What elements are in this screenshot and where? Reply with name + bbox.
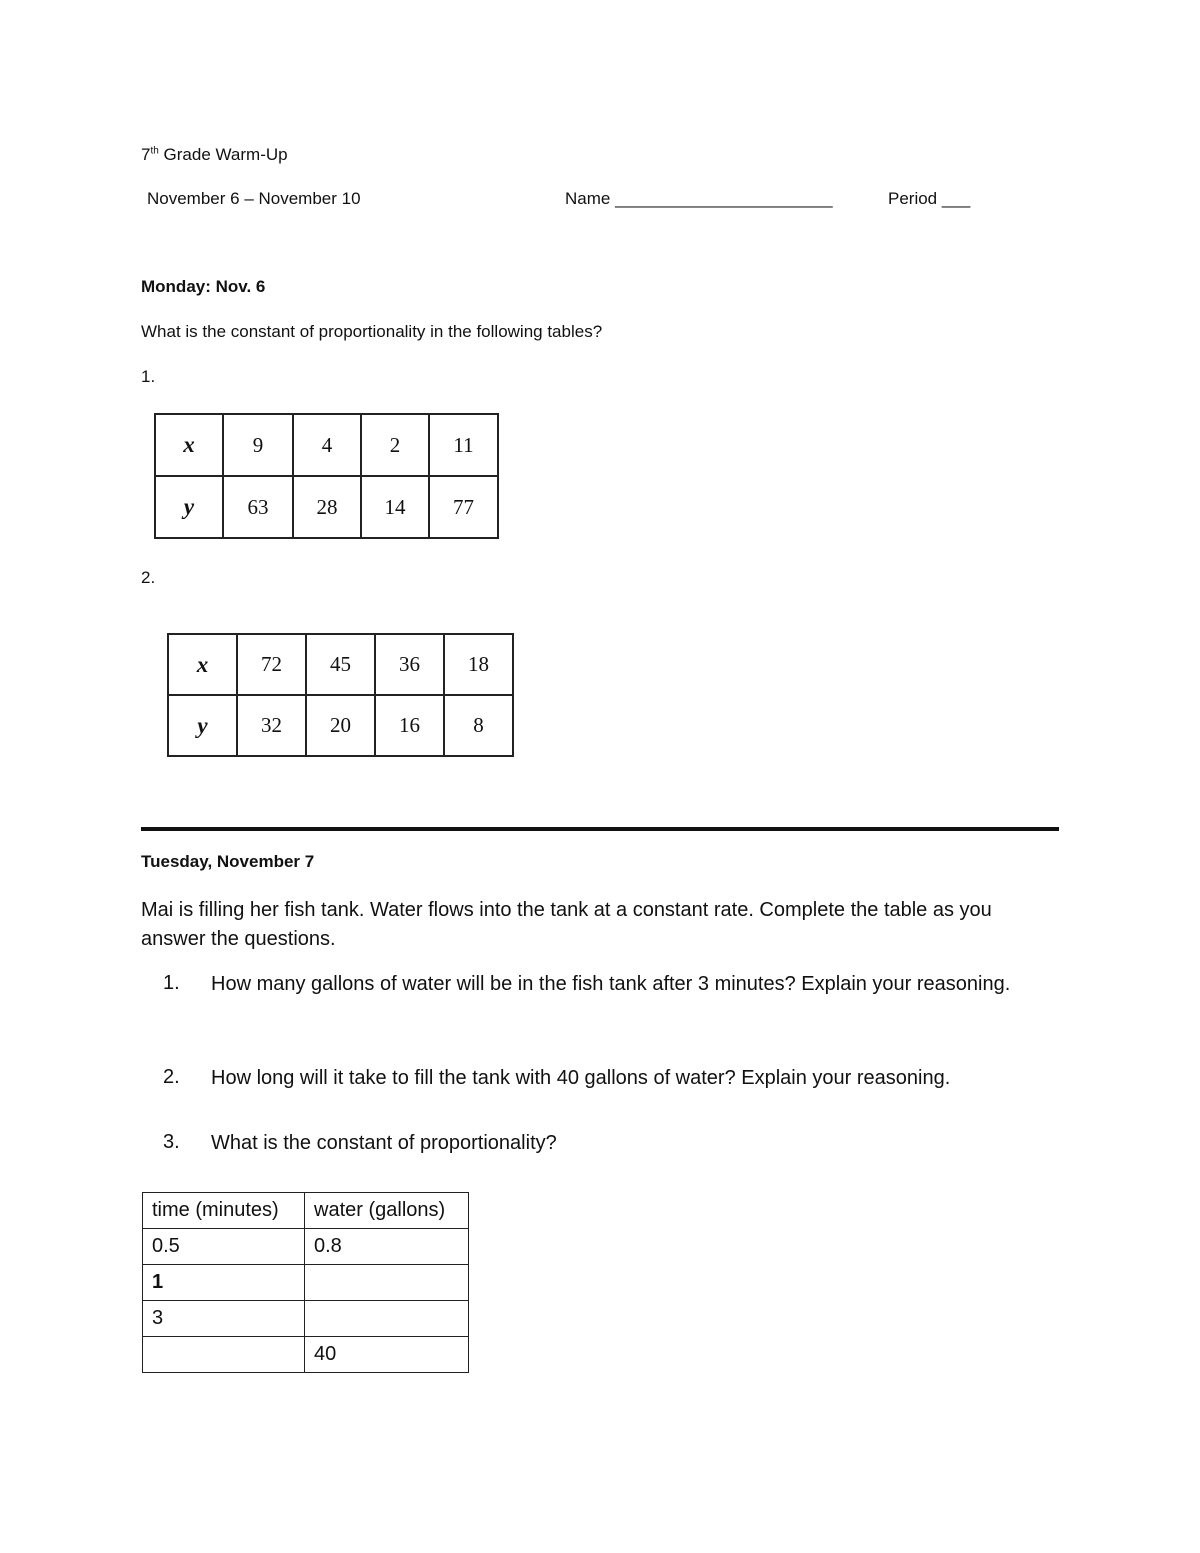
table1-x-label: x — [155, 414, 223, 476]
question-number: 3. — [163, 1131, 180, 1153]
water-column-header: water (gallons) — [305, 1193, 469, 1229]
table2-x-cell: 72 — [237, 634, 306, 695]
water-cell: 0.8 — [305, 1229, 469, 1265]
table1-x-cell: 9 — [223, 414, 293, 476]
table2-y-label: y — [168, 695, 237, 756]
table2-y-cell: 32 — [237, 695, 306, 756]
water-table — [142, 1192, 469, 1373]
proportion-table-1 — [154, 413, 499, 539]
monday-heading: Monday: Nov. 6 — [141, 277, 266, 296]
question-number: 1. — [163, 972, 180, 994]
table-row — [143, 1301, 469, 1337]
table-row — [143, 1337, 469, 1373]
date-range: November 6 – November 10 — [147, 189, 361, 208]
monday-prompt: What is the constant of proportionality in the following tables? — [141, 322, 603, 341]
tuesday-intro: Mai is filling her fish tank. Water flows into the tank at a constant rate. Complete the table as you answer the questions. — [141, 899, 992, 950]
table1-x-cell: 11 — [429, 414, 498, 476]
table1-y-cell: 14 — [361, 476, 429, 538]
table1-x-cell: 2 — [361, 414, 429, 476]
table1-y-row — [155, 476, 498, 538]
time-column-header: time (minutes) — [143, 1193, 305, 1229]
table1-number: 1. — [141, 367, 156, 386]
water-cell: 40 — [305, 1337, 469, 1373]
proportion-table-2 — [167, 633, 514, 757]
table1-x-cell: 4 — [293, 414, 361, 476]
question-text: What is the constant of proportionality? — [211, 1132, 557, 1154]
time-cell — [143, 1337, 305, 1373]
table1-x-row — [155, 414, 498, 476]
period-field-label: Period ___ — [888, 189, 971, 208]
water-table-header-row — [143, 1193, 469, 1229]
table2-x-cell: 45 — [306, 634, 375, 695]
tuesday-heading: Tuesday, November 7 — [141, 852, 315, 871]
table2-y-row — [168, 695, 513, 756]
table-row — [143, 1265, 469, 1301]
worksheet-title: 7th Grade Warm-Up — [141, 145, 288, 164]
table2-x-row — [168, 634, 513, 695]
table2-number: 2. — [141, 568, 156, 587]
table2-y-cell: 8 — [444, 695, 513, 756]
table1-y-cell: 28 — [293, 476, 361, 538]
table1-y-label: y — [155, 476, 223, 538]
table2-x-cell: 36 — [375, 634, 444, 695]
name-field-label: Name _______________________ — [565, 189, 833, 208]
time-cell: 0.5 — [143, 1229, 305, 1265]
table2-x-cell: 18 — [444, 634, 513, 695]
section-divider — [141, 827, 1059, 831]
question-number: 2. — [163, 1066, 180, 1088]
table2-y-cell: 20 — [306, 695, 375, 756]
water-cell — [305, 1265, 469, 1301]
time-cell: 3 — [143, 1301, 305, 1337]
water-cell — [305, 1301, 469, 1337]
time-cell: 1 — [143, 1265, 305, 1301]
table-row — [143, 1229, 469, 1265]
question-text: How long will it take to fill the tank with 40 gallons of water? Explain your reasoning. — [211, 1067, 951, 1089]
table1-y-cell: 77 — [429, 476, 498, 538]
table1-y-cell: 63 — [223, 476, 293, 538]
table2-x-label: x — [168, 634, 237, 695]
table2-y-cell: 16 — [375, 695, 444, 756]
question-text: How many gallons of water will be in the fish tank after 3 minutes? Explain your reasoning. — [211, 973, 1011, 995]
